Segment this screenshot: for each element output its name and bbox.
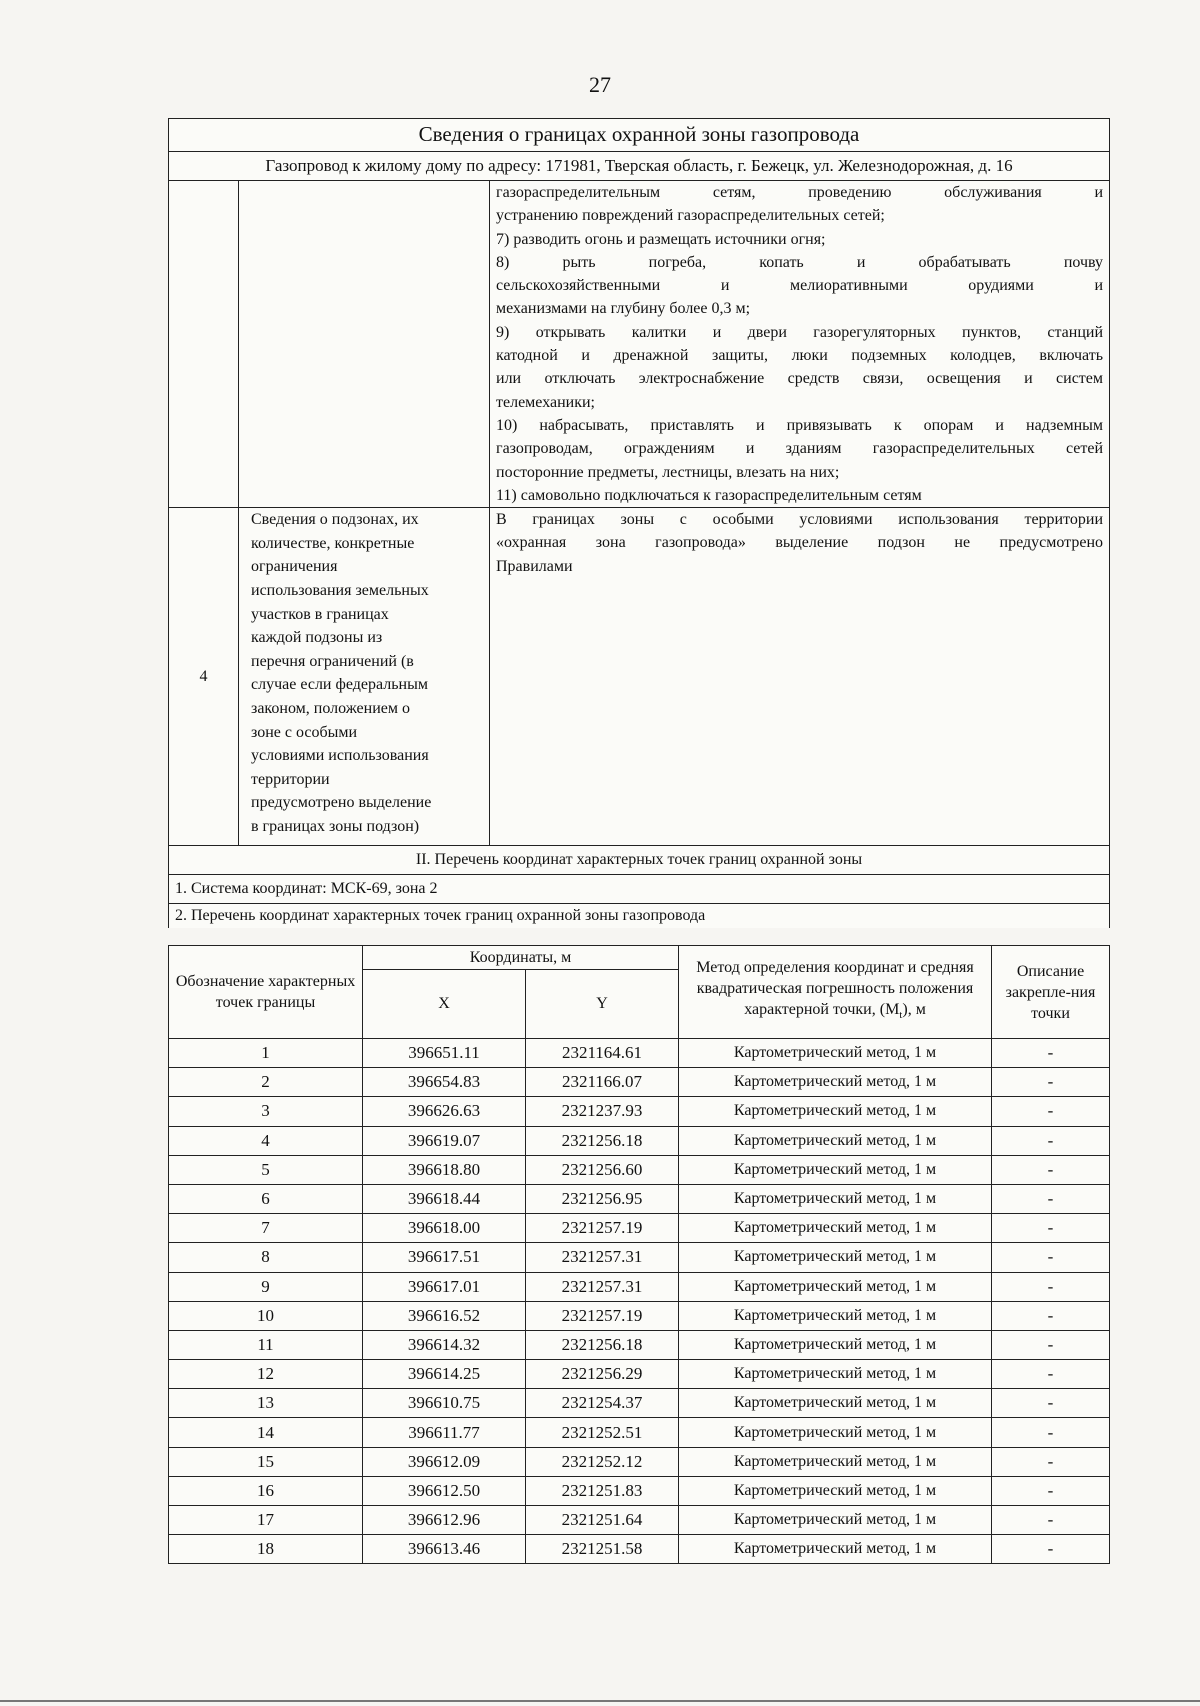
method-cell: Картометрический метод, 1 м <box>679 1184 992 1213</box>
restrictions-line: 10) набрасывать, приставлять и привязывать к опорам и надземным <box>496 416 1104 434</box>
x-cell: 396618.44 <box>363 1184 526 1213</box>
desc-cell: - <box>992 1476 1110 1505</box>
y-cell: 2321256.29 <box>526 1360 679 1389</box>
method-cell: Картометрический метод, 1 м <box>679 1155 992 1184</box>
desc-cell: - <box>992 1126 1110 1155</box>
point-number-cell: 1 <box>169 1039 363 1068</box>
row4-label-line: каждой подзоны из <box>251 629 383 647</box>
desc-cell: - <box>992 1155 1110 1184</box>
row4-label-line: зоне с особыми <box>251 723 358 741</box>
x-cell: 396612.09 <box>363 1447 526 1476</box>
method-cell: Картометрический метод, 1 м <box>679 1418 992 1447</box>
desc-cell: - <box>992 1272 1110 1301</box>
row4-label-line: территории <box>251 770 330 788</box>
restrictions-line: телемеханики; <box>496 393 595 411</box>
restrictions-line: 11) самовольно подключаться к газораспределительным сетям <box>496 486 922 504</box>
desc-cell: - <box>992 1360 1110 1389</box>
x-cell: 396616.52 <box>363 1301 526 1330</box>
method-cell: Картометрический метод, 1 м <box>679 1243 992 1272</box>
row4-label-line: ограничения <box>251 558 338 576</box>
method-cell: Картометрический метод, 1 м <box>679 1330 992 1359</box>
restrictions-line: газораспределительным сетям, проведению обслуживания и <box>496 184 1104 201</box>
point-number-cell: 14 <box>169 1418 363 1447</box>
row4-label-cell <box>239 508 490 846</box>
row4-label-line: Сведения о подзонах, их <box>251 511 419 529</box>
y-cell: 2321252.12 <box>526 1447 679 1476</box>
header-y: Y <box>526 969 679 1038</box>
y-cell: 2321251.83 <box>526 1476 679 1505</box>
row4-label-line: количестве, конкретные <box>251 534 415 552</box>
row4-value-line: «охранная зона газопровода» выделение подзон не предусмотрено <box>496 534 1104 552</box>
desc-cell: - <box>992 1301 1110 1330</box>
row4-label-line: участков в границах <box>251 605 389 623</box>
header-method-tail: ), м <box>902 1001 926 1019</box>
desc-cell: - <box>992 1184 1110 1213</box>
point-number-cell: 3 <box>169 1097 363 1126</box>
table-row <box>169 1418 1110 1447</box>
point-number-cell: 4 <box>169 1126 363 1155</box>
point-number-cell: 15 <box>169 1447 363 1476</box>
header-method-text: Метод определения координат и средняя квадратическая погрешность положения характерной точки, (M <box>696 959 974 1019</box>
y-cell: 2321237.93 <box>526 1097 679 1126</box>
row4-label-line: использования земельных <box>251 581 429 599</box>
header-point: Обозначение характерных точек границы <box>169 946 363 1039</box>
desc-cell: - <box>992 1039 1110 1068</box>
x-cell: 396612.50 <box>363 1476 526 1505</box>
row4-label-line: перечня ограничений (в <box>251 652 414 670</box>
row3-number-cell <box>169 181 239 508</box>
method-cell: Картометрический метод, 1 м <box>679 1097 992 1126</box>
row4-number: 4 <box>169 508 239 846</box>
row4-label-line: условиями использования <box>251 747 429 765</box>
desc-cell: - <box>992 1506 1110 1535</box>
method-cell: Картометрический метод, 1 м <box>679 1447 992 1476</box>
row4-value-cell <box>490 508 1110 846</box>
point-number-cell: 2 <box>169 1068 363 1097</box>
row4-label-line: случае если федеральным <box>251 676 428 694</box>
section2-title: II. Перечень координат характерных точек границ охранной зоны <box>169 846 1110 875</box>
x-cell: 396626.63 <box>363 1097 526 1126</box>
x-cell: 396654.83 <box>363 1068 526 1097</box>
header-method <box>679 946 992 1039</box>
table-row <box>169 1301 1110 1330</box>
y-cell: 2321164.61 <box>526 1039 679 1068</box>
y-cell: 2321256.18 <box>526 1330 679 1359</box>
row4-label-line: в границах зоны подзон) <box>251 817 420 835</box>
restrictions-line: катодной и дренажной защиты, люки подземных колодцев, включать <box>496 347 1104 365</box>
restrictions-line: механизмами на глубину более 0,3 м; <box>496 300 751 318</box>
table-row <box>169 1214 1110 1243</box>
point-number-cell: 9 <box>169 1272 363 1301</box>
method-cell: Картометрический метод, 1 м <box>679 1476 992 1505</box>
object-line: Газопровод к жилому дому по адресу: 171981, Тверская область, г. Бежецк, ул. Железнодорожная, д. 16 <box>169 152 1110 181</box>
table-row <box>169 1097 1110 1126</box>
point-number-cell: 13 <box>169 1389 363 1418</box>
coord-rows <box>169 1039 1110 1564</box>
method-cell: Картометрический метод, 1 м <box>679 1068 992 1097</box>
method-cell: Картометрический метод, 1 м <box>679 1301 992 1330</box>
y-cell: 2321251.64 <box>526 1506 679 1535</box>
table-row <box>169 1535 1110 1564</box>
point-number-cell: 11 <box>169 1330 363 1359</box>
x-cell: 396612.96 <box>363 1506 526 1535</box>
x-cell: 396614.25 <box>363 1360 526 1389</box>
table-row <box>169 1389 1110 1418</box>
restrictions-cell <box>490 181 1110 508</box>
table-row <box>169 1243 1110 1272</box>
restrictions-line: 9) открывать калитки и двери газорегуляторных пунктов, станций <box>496 323 1104 341</box>
table-row <box>169 1330 1110 1359</box>
x-cell: 396617.51 <box>363 1243 526 1272</box>
point-number-cell: 6 <box>169 1184 363 1213</box>
method-cell: Картометрический метод, 1 м <box>679 1360 992 1389</box>
scan-edge-line <box>0 1700 1200 1702</box>
table-title: Сведения о границах охранной зоны газопровода <box>169 119 1110 152</box>
point-number-cell: 8 <box>169 1243 363 1272</box>
desc-cell: - <box>992 1097 1110 1126</box>
y-cell: 2321251.58 <box>526 1535 679 1564</box>
y-cell: 2321256.18 <box>526 1126 679 1155</box>
restrictions-line: посторонние предметы, лестницы, влезать на них; <box>496 463 840 481</box>
x-cell: 396610.75 <box>363 1389 526 1418</box>
restrictions-line: 8) рыть погреба, копать и обрабатывать почву <box>496 253 1104 271</box>
table-row <box>169 1126 1110 1155</box>
row4-value-line: В границах зоны с особыми условиями использования территории <box>496 511 1104 529</box>
x-cell: 396618.00 <box>363 1214 526 1243</box>
point-number-cell: 12 <box>169 1360 363 1389</box>
coordinates-table <box>168 945 1110 1564</box>
point-number-cell: 10 <box>169 1301 363 1330</box>
table-row <box>169 1447 1110 1476</box>
desc-cell: - <box>992 1214 1110 1243</box>
table-row <box>169 1272 1110 1301</box>
y-cell: 2321254.37 <box>526 1389 679 1418</box>
y-cell: 2321257.31 <box>526 1243 679 1272</box>
method-cell: Картометрический метод, 1 м <box>679 1039 992 1068</box>
desc-cell: - <box>992 1418 1110 1447</box>
y-cell: 2321256.95 <box>526 1184 679 1213</box>
table-row <box>169 1506 1110 1535</box>
x-cell: 396619.07 <box>363 1126 526 1155</box>
page-number: 27 <box>589 72 611 97</box>
restrictions-line: устранению повреждений газораспределительных сетей; <box>496 207 885 225</box>
header-x: X <box>363 969 526 1038</box>
desc-cell: - <box>992 1330 1110 1359</box>
point-number-cell: 7 <box>169 1214 363 1243</box>
table-row <box>169 1155 1110 1184</box>
method-cell: Картометрический метод, 1 м <box>679 1535 992 1564</box>
x-cell: 396613.46 <box>363 1535 526 1564</box>
method-cell: Картометрический метод, 1 м <box>679 1126 992 1155</box>
y-cell: 2321257.19 <box>526 1301 679 1330</box>
point-number-cell: 5 <box>169 1155 363 1184</box>
x-cell: 396617.01 <box>363 1272 526 1301</box>
desc-cell: - <box>992 1535 1110 1564</box>
y-cell: 2321257.19 <box>526 1214 679 1243</box>
desc-cell: - <box>992 1068 1110 1097</box>
desc-cell: - <box>992 1389 1110 1418</box>
restrictions-line: сельскохозяйственными и мелиоративными орудиями и <box>496 277 1104 295</box>
table-row <box>169 1039 1110 1068</box>
coord-system: 1. Система координат: МСК-69, зона 2 <box>169 875 1110 904</box>
header-coords: Координаты, м <box>363 946 679 970</box>
zone-info-table <box>168 118 1110 928</box>
x-cell: 396611.77 <box>363 1418 526 1447</box>
method-cell: Картометрический метод, 1 м <box>679 1272 992 1301</box>
desc-cell: - <box>992 1447 1110 1476</box>
row3-label-cell <box>239 181 490 508</box>
point-number-cell: 17 <box>169 1506 363 1535</box>
table-row <box>169 1068 1110 1097</box>
row4-label-line: предусмотрено выделение <box>251 794 432 812</box>
desc-cell: - <box>992 1243 1110 1272</box>
x-cell: 396618.80 <box>363 1155 526 1184</box>
row4-label-line: законом, положением о <box>251 699 410 717</box>
point-number-cell: 16 <box>169 1476 363 1505</box>
header-method-sub: t <box>899 1009 903 1022</box>
table-row <box>169 1476 1110 1505</box>
x-cell: 396614.32 <box>363 1330 526 1359</box>
header-desc: Описание закрепле-ния точки <box>992 946 1110 1039</box>
list-title: 2. Перечень координат характерных точек границ охранной зоны газопровода <box>169 904 1110 929</box>
x-cell: 396651.11 <box>363 1039 526 1068</box>
y-cell: 2321257.31 <box>526 1272 679 1301</box>
restrictions-line: или отключать электроснабжение средств связи, освещения и систем <box>496 370 1104 388</box>
method-cell: Картометрический метод, 1 м <box>679 1389 992 1418</box>
point-number-cell: 18 <box>169 1535 363 1564</box>
y-cell: 2321256.60 <box>526 1155 679 1184</box>
method-cell: Картометрический метод, 1 м <box>679 1506 992 1535</box>
restrictions-line: 7) разводить огонь и размещать источники огня; <box>496 230 826 248</box>
table-row <box>169 1184 1110 1213</box>
y-cell: 2321166.07 <box>526 1068 679 1097</box>
table-row <box>169 1360 1110 1389</box>
restrictions-line: газопроводам, ограждениям и зданиям газораспределительных сетей <box>496 440 1104 458</box>
method-cell: Картометрический метод, 1 м <box>679 1214 992 1243</box>
row4-value-line: Правилами <box>496 557 573 575</box>
y-cell: 2321252.51 <box>526 1418 679 1447</box>
